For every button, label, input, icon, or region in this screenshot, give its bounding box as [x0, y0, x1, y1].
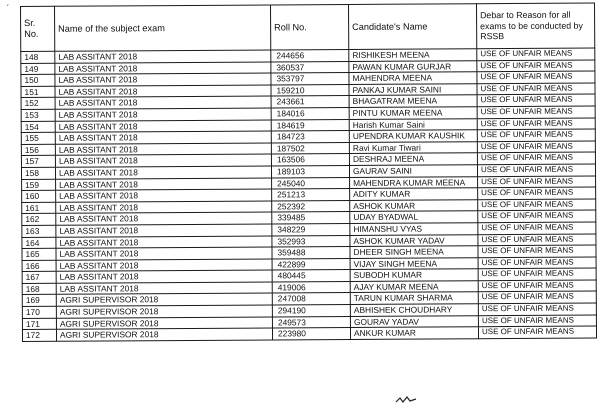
- header-subject-exam: Name of the subject exam: [55, 5, 271, 51]
- cell-debar-reason: USE OF UNFAIR MEANS: [477, 94, 595, 106]
- cell-roll-no: 247008: [272, 293, 350, 305]
- cell-subject-exam: LAB ASSITANT 2018: [56, 259, 272, 272]
- cell-candidate-name: PAWAN KUMAR GURJAR: [349, 60, 477, 72]
- cell-roll-no: 348229: [272, 223, 350, 235]
- cell-roll-no: 184723: [271, 131, 349, 143]
- cell-roll-no: 184619: [271, 119, 349, 131]
- cell-subject-exam: LAB ASSITANT 2018: [56, 270, 272, 283]
- cell-subject-exam: LAB ASSITANT 2018: [55, 50, 271, 63]
- cell-subject-exam: AGRI SUPERVISOR 2018: [56, 293, 272, 306]
- cell-debar-reason: USE OF UNFAIR MEANS: [478, 315, 596, 327]
- cell-subject-exam: LAB ASSITANT 2018: [55, 96, 271, 109]
- cell-subject-exam: AGRI SUPERVISOR 2018: [56, 305, 272, 318]
- cell-candidate-name: MAHENDRA KUMAR MEENA: [350, 176, 478, 188]
- cell-sr-no: 161: [22, 202, 56, 214]
- cell-roll-no: 422899: [272, 258, 350, 270]
- cell-roll-no: 419006: [272, 281, 350, 293]
- cell-roll-no: 244656: [271, 49, 349, 61]
- header-debar-reason: Debar to Reason for all exams to be conducted by RSSB: [476, 3, 594, 49]
- cell-debar-reason: USE OF UNFAIR MEANS: [478, 176, 596, 188]
- cell-debar-reason: USE OF UNFAIR MEANS: [478, 257, 596, 269]
- cell-roll-no: 184016: [271, 107, 349, 119]
- cell-subject-exam: LAB ASSITANT 2018: [56, 282, 272, 295]
- cell-sr-no: 155: [21, 132, 55, 144]
- cell-debar-reason: USE OF UNFAIR MEANS: [478, 303, 596, 315]
- cell-debar-reason: USE OF UNFAIR MEANS: [478, 326, 596, 338]
- cell-roll-no: 163506: [271, 154, 349, 166]
- cell-candidate-name: RISHIKESH MEENA: [349, 49, 477, 61]
- cell-subject-exam: LAB ASSITANT 2018: [55, 120, 271, 133]
- cell-candidate-name: TARUN KUMAR SHARMA: [350, 292, 478, 304]
- cell-sr-no: 164: [22, 237, 56, 249]
- cell-subject-exam: LAB ASSITANT 2018: [56, 235, 272, 248]
- cell-debar-reason: USE OF UNFAIR MEANS: [478, 268, 596, 280]
- cell-candidate-name: DESHRAJ MEENA: [349, 153, 477, 165]
- cell-debar-reason: USE OF UNFAIR MEANS: [478, 280, 596, 292]
- debarred-candidates-sheet: [20, 2, 596, 341]
- cell-roll-no: 339485: [272, 212, 350, 224]
- header-roll-no: Roll No.: [270, 4, 348, 49]
- cell-sr-no: 172: [22, 330, 56, 342]
- cell-roll-no: 353797: [271, 73, 349, 85]
- cell-sr-no: 162: [22, 214, 56, 226]
- cell-subject-exam: LAB ASSITANT 2018: [55, 131, 271, 144]
- cell-debar-reason: USE OF UNFAIR MEANS: [477, 129, 595, 141]
- cell-roll-no: 245040: [272, 177, 350, 189]
- cell-debar-reason: USE OF UNFAIR MEANS: [477, 164, 595, 176]
- cell-subject-exam: LAB ASSITANT 2018: [56, 201, 272, 214]
- cell-roll-no: 189103: [271, 165, 349, 177]
- cell-roll-no: 359488: [272, 247, 350, 259]
- cell-sr-no: 151: [21, 86, 55, 98]
- cell-candidate-name: HIMANSHU VYAS: [350, 223, 478, 235]
- cell-roll-no: 243661: [271, 96, 349, 108]
- cell-sr-no: 167: [22, 272, 56, 284]
- cell-sr-no: 171: [22, 318, 56, 330]
- cell-debar-reason: USE OF UNFAIR MEANS: [478, 245, 596, 257]
- cell-debar-reason: USE OF UNFAIR MEANS: [478, 222, 596, 234]
- cell-sr-no: 158: [21, 167, 55, 179]
- cell-subject-exam: LAB ASSITANT 2018: [55, 143, 271, 156]
- cell-sr-no: 152: [21, 98, 55, 110]
- cell-debar-reason: USE OF UNFAIR MEANS: [477, 48, 595, 60]
- cell-candidate-name: UPENDRA KUMAR KAUSHIK: [349, 130, 477, 142]
- cell-sr-no: 153: [21, 109, 55, 121]
- cell-candidate-name: Harish Kumar Saini: [349, 118, 477, 130]
- header-sr-no: Sr. No.: [21, 6, 55, 51]
- cell-candidate-name: ABHISHEK CHOUDHARY: [350, 304, 478, 316]
- cell-candidate-name: SUBODH KUMAR: [350, 269, 478, 281]
- cell-subject-exam: LAB ASSITANT 2018: [56, 224, 272, 237]
- cell-subject-exam: LAB ASSITANT 2018: [55, 73, 271, 86]
- cell-sr-no: 166: [22, 260, 56, 272]
- cell-subject-exam: LAB ASSITANT 2018: [56, 212, 272, 225]
- cell-roll-no: 187502: [271, 142, 349, 154]
- cell-subject-exam: AGRI SUPERVISOR 2018: [56, 317, 272, 330]
- scan-speck-mark: ˊ: [6, 4, 10, 15]
- cell-roll-no: 360537: [271, 61, 349, 73]
- cell-subject-exam: LAB ASSITANT 2018: [55, 108, 271, 121]
- cell-debar-reason: USE OF UNFAIR MEANS: [478, 291, 596, 303]
- cell-debar-reason: USE OF UNFAIR MEANS: [478, 199, 596, 211]
- cell-sr-no: 169: [22, 295, 56, 307]
- cell-candidate-name: ASHOK KUMAR: [350, 199, 478, 211]
- signature-mark: [395, 396, 417, 404]
- cell-roll-no: 249573: [272, 316, 350, 328]
- cell-candidate-name: BHAGATRAM MEENA: [349, 95, 477, 107]
- cell-candidate-name: GOURAV YADAV: [350, 315, 478, 327]
- cell-roll-no: 251213: [272, 189, 350, 201]
- cell-sr-no: 170: [22, 306, 56, 318]
- cell-candidate-name: ANKUR KUMAR: [350, 327, 478, 339]
- cell-subject-exam: LAB ASSITANT 2018: [56, 247, 272, 260]
- cell-debar-reason: USE OF UNFAIR MEANS: [477, 141, 595, 153]
- cell-subject-exam: AGRI SUPERVISOR 2018: [56, 328, 272, 341]
- cell-debar-reason: USE OF UNFAIR MEANS: [477, 152, 595, 164]
- debarred-candidates-table: [20, 2, 597, 341]
- cell-sr-no: 168: [22, 283, 56, 295]
- cell-debar-reason: USE OF UNFAIR MEANS: [477, 118, 595, 130]
- header-candidate-name: Candidate's Name: [348, 4, 476, 50]
- cell-sr-no: 154: [21, 121, 55, 133]
- cell-candidate-name: GAURAV SAINI: [349, 165, 477, 177]
- table-body: [21, 48, 597, 341]
- cell-roll-no: 223980: [272, 328, 350, 340]
- cell-sr-no: 148: [21, 51, 55, 63]
- cell-candidate-name: UDAY BYADWAL: [350, 211, 478, 223]
- cell-sr-no: 149: [21, 63, 55, 75]
- cell-candidate-name: ASHOK KUMAR YADAV: [350, 234, 478, 246]
- cell-roll-no: 352993: [272, 235, 350, 247]
- cell-candidate-name: AJAY KUMAR MEENA: [350, 281, 478, 293]
- cell-subject-exam: LAB ASSITANT 2018: [56, 177, 272, 190]
- cell-debar-reason: USE OF UNFAIR MEANS: [477, 83, 595, 95]
- cell-roll-no: 159210: [271, 84, 349, 96]
- cell-sr-no: 159: [22, 179, 56, 191]
- cell-debar-reason: USE OF UNFAIR MEANS: [478, 187, 596, 199]
- cell-candidate-name: VIJAY SINGH MEENA: [350, 257, 478, 269]
- cell-candidate-name: PANKAJ KUMAR SAINI: [349, 83, 477, 95]
- cell-roll-no: 480445: [272, 270, 350, 282]
- cell-sr-no: 160: [22, 190, 56, 202]
- cell-roll-no: 252392: [272, 200, 350, 212]
- cell-debar-reason: USE OF UNFAIR MEANS: [477, 60, 595, 72]
- cell-roll-no: 294190: [272, 305, 350, 317]
- cell-subject-exam: LAB ASSITANT 2018: [55, 85, 271, 98]
- cell-sr-no: 157: [21, 156, 55, 168]
- cell-debar-reason: USE OF UNFAIR MEANS: [478, 233, 596, 245]
- cell-candidate-name: PINTU KUMAR MEENA: [349, 107, 477, 119]
- cell-sr-no: 150: [21, 74, 55, 86]
- cell-subject-exam: LAB ASSITANT 2018: [55, 166, 271, 179]
- cell-candidate-name: MAHENDRA MEENA: [349, 72, 477, 84]
- cell-debar-reason: USE OF UNFAIR MEANS: [477, 106, 595, 118]
- cell-subject-exam: LAB ASSITANT 2018: [56, 189, 272, 202]
- cell-sr-no: 156: [21, 144, 55, 156]
- cell-candidate-name: Ravi Kumar Tiwari: [349, 141, 477, 153]
- cell-debar-reason: USE OF UNFAIR MEANS: [478, 210, 596, 222]
- cell-subject-exam: LAB ASSITANT 2018: [55, 62, 271, 75]
- cell-sr-no: 163: [22, 225, 56, 237]
- header-row: [21, 3, 595, 52]
- cell-subject-exam: LAB ASSITANT 2018: [55, 154, 271, 167]
- table-header: [21, 3, 595, 52]
- cell-debar-reason: USE OF UNFAIR MEANS: [477, 71, 595, 83]
- cell-candidate-name: DHEER SINGH MEENA: [350, 246, 478, 258]
- cell-candidate-name: ADITY KUMAR: [350, 188, 478, 200]
- cell-sr-no: 165: [22, 248, 56, 260]
